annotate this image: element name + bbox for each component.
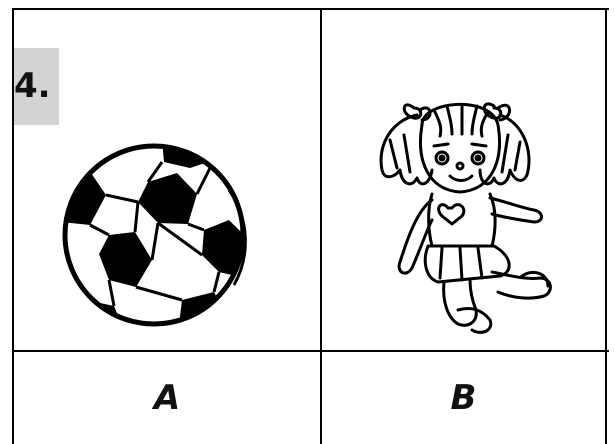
option-a-label: A	[153, 378, 181, 418]
doll-icon	[322, 10, 605, 350]
question-number-label: 4.	[14, 66, 51, 106]
option-b-cell	[322, 352, 605, 444]
option-b-picture-cell	[322, 10, 605, 350]
option-b-label: B	[450, 378, 477, 418]
option-a-cell	[14, 352, 320, 444]
table-border-right	[605, 8, 607, 444]
soccer-ball-icon	[14, 10, 320, 350]
option-a-picture-cell	[14, 10, 320, 350]
